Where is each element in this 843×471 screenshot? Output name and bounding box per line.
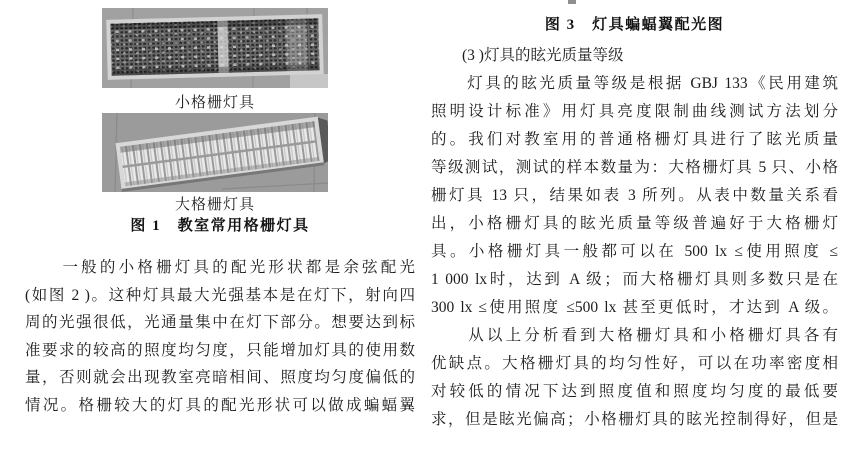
right-column (431, 0, 838, 471)
body-text-line: 准要求的较高的照度均匀度，只能增加灯具的使用数 (25, 341, 415, 359)
figure1-caption: 图 1 教室常用格栅灯具 (130, 218, 310, 234)
small-grid-luminaire-image (102, 8, 328, 88)
section-heading-glare-grade: (3 )灯具的眩光质量等级 (431, 47, 624, 64)
photo-label-small-grid: 小格栅灯具 (174, 95, 255, 111)
cropped-figure3-fragment (568, 0, 576, 4)
body-text-line: 具。小格栅灯具一般都可以在 500 lx ≤使用照度 ≤ (431, 243, 838, 260)
photo-large-grid-luminaire (102, 113, 328, 192)
photo-small-grid-luminaire (102, 8, 328, 88)
body-text-line: 的。我们对教室用的普通格栅灯具进行了眩光质量 (431, 131, 838, 148)
body-text-line: 优缺点。大格栅灯具的均匀性好，可以在功率密度相 (431, 355, 838, 372)
body-text-line: 灯具的眩光质量等级是根据 GBJ 133《民用建筑 (431, 75, 838, 92)
body-text-line: 栅灯具 13 只，结果如表 3 所列。从表中数量关系看 (431, 187, 838, 204)
photo-label-large-grid: 大格栅灯具 (174, 197, 255, 213)
body-text-line: 量，否则就会出现教室亮暗相间、照度均匀度偏低的 (25, 369, 415, 386)
body-text-line: 出，小格栅灯具的眩光质量等级普遍好于大格栅灯 (431, 215, 838, 232)
right-body-paragraph (431, 42, 838, 434)
body-text-line: (如图 2 )。这种灯具最大光强基本是在灯下，射向四 (25, 286, 415, 304)
body-text-line: 求，但是眩光偏高；小格栅灯具的眩光控制得好，但是 (431, 411, 838, 428)
body-text-line: 1 000 lx时，达到 A 级；而大格栅灯具则多数只是在 (431, 271, 838, 288)
body-text-line: 300 lx ≤使用照度 ≤500 lx 甚至更低时，才达到 A 级。 (431, 299, 838, 316)
left-body-paragraph (25, 254, 415, 419)
body-text-line: 一般的小格栅灯具的配光形状都是余弦配光 (25, 259, 415, 276)
body-text-line: 周的光强很低，光通量集中在灯下部分。想要达到标 (25, 314, 415, 331)
body-text-line: 情况。格栅较大的灯具的配光形状可以做成蝙蝠翼 (25, 396, 415, 414)
large-grid-luminaire-image (102, 113, 328, 192)
left-column (25, 0, 415, 471)
body-text-line: 对较低的情况下达到照度值和照度均匀度的最低要 (431, 383, 838, 400)
body-text-line: 照明设计标准》用灯具亮度限制曲线测试方法划分 (431, 103, 838, 120)
body-text-line: 从以上分析看到大格栅灯具和小格栅灯具各有 (431, 327, 838, 344)
figure3-caption: 图 3 灯具蝙蝠翼配光图 (544, 17, 725, 33)
body-text-line: 等级测试，测试的样本数量为：大格栅灯具 5 只、小格 (431, 159, 838, 176)
